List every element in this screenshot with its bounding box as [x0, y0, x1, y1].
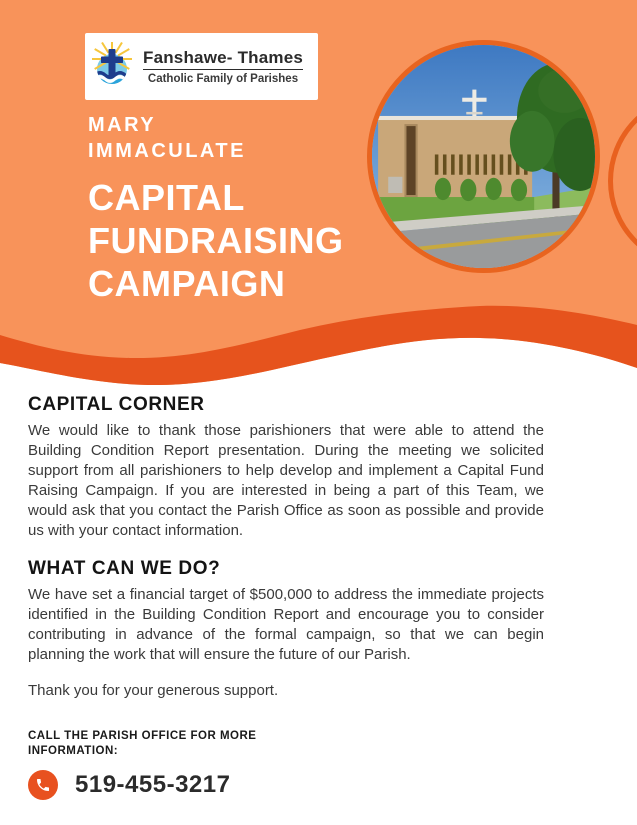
logo-card — [85, 33, 318, 100]
title-line1: CAPITAL — [88, 177, 245, 218]
title-line2: FUNDRAISING — [88, 220, 344, 261]
logo-subtitle: Catholic Family of Parishes — [147, 73, 299, 85]
title-line3: CAMPAIGN — [88, 263, 286, 304]
logo-text — [134, 48, 318, 85]
church-photo — [367, 40, 600, 273]
what-can-we-do-paragraph: We have set a financial target of $500,000 to address the immediate projects identified in the Building Condition Report and encourage you to consider contributing in advance of the formal campaign, so that we can begin planning the work that will ensure the future of our Parish. — [28, 586, 544, 663]
parish-name — [88, 112, 246, 164]
church-photo-illustration — [372, 45, 595, 268]
contact-label-line2: INFORMATION: — [28, 745, 119, 757]
parish-logo-icon — [90, 42, 134, 92]
phone-number: 519-455-3217 — [75, 771, 231, 798]
closing-line: Thank you for your generous support. — [28, 682, 279, 699]
phone-icon — [28, 770, 58, 800]
logo-title: Fanshawe- Thames — [143, 48, 303, 70]
wave-divider — [0, 285, 637, 405]
parish-name-line1: MARY — [88, 114, 157, 136]
decorative-circle — [608, 93, 637, 269]
phone-row — [28, 770, 544, 800]
section-heading-capital-corner: CAPITAL CORNER — [28, 394, 205, 415]
section-heading-what-can-we-do: WHAT CAN WE DO? — [28, 558, 221, 579]
contact-label-line1: CALL THE PARISH OFFICE FOR MORE — [28, 730, 257, 742]
parish-name-line2: IMMACULATE — [88, 140, 246, 162]
contact-label — [28, 729, 544, 759]
header-banner — [0, 0, 637, 405]
capital-corner-paragraph: We would like to thank those parishioners that were able to attend the Building Condition Report presentation. During the meeting we solicited support from all parishioners to help develop and implement a Capital Fund Raising Campaign. If you are interested in being a part of this Team, we would ask that you contact the Parish Office as soon as possible and provide us with your contact information. — [28, 422, 544, 539]
flyer-body — [28, 394, 544, 800]
